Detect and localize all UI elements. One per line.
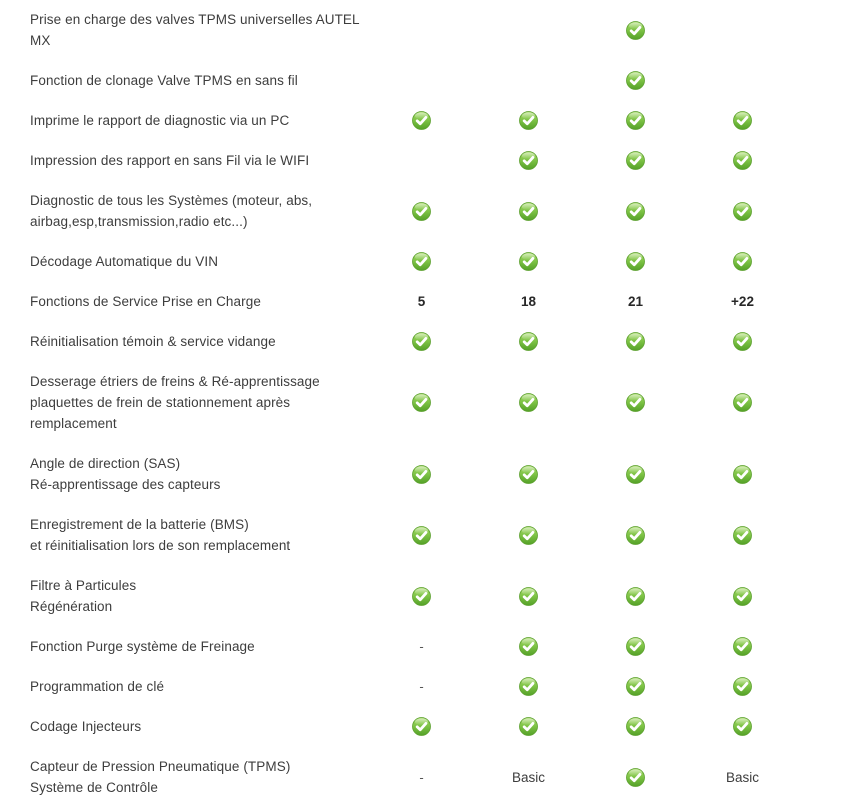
feature-label-line: Capteur de Pression Pneumatique (TPMS) — [30, 759, 291, 774]
feature-label-line: Ré-apprentissage des capteurs — [30, 477, 221, 492]
table-row — [0, 627, 855, 667]
value-cell — [368, 392, 475, 413]
check-icon — [733, 393, 752, 412]
value-cell — [689, 70, 796, 91]
check-icon — [733, 717, 752, 736]
feature-label-line: et réinitialisation lors de son remplacement — [30, 538, 291, 553]
check-icon — [412, 717, 431, 736]
feature-label — [0, 331, 368, 352]
table-row — [0, 322, 855, 362]
feature-label-line: Fonction de clonage Valve TPMS en sans fil — [30, 73, 298, 88]
value-cell — [689, 525, 796, 546]
value-cell — [689, 676, 796, 697]
check-icon — [733, 587, 752, 606]
feature-label — [0, 9, 368, 51]
value-cell — [475, 767, 582, 788]
feature-label — [0, 70, 368, 91]
value-cell — [582, 150, 689, 171]
check-icon — [519, 252, 538, 271]
table-row — [0, 505, 855, 566]
value-cell — [689, 20, 796, 41]
feature-label-line: Desserage étriers de freins & Ré-apprentissage — [30, 374, 320, 389]
check-icon — [412, 332, 431, 351]
feature-label — [0, 514, 368, 556]
value-cell — [689, 767, 796, 788]
feature-label — [0, 453, 368, 495]
value-cell — [475, 586, 582, 607]
check-icon — [733, 252, 752, 271]
value-cell — [689, 201, 796, 222]
value-cell — [582, 291, 689, 312]
table-row — [0, 282, 855, 322]
feature-label-line: Décodage Automatique du VIN — [30, 254, 219, 269]
value-cell — [475, 150, 582, 171]
not-available-dash: - — [419, 639, 424, 654]
feature-label-line: plaquettes de frein de stationnement après — [30, 395, 291, 410]
value-cell — [368, 716, 475, 737]
feature-label-line: MX — [30, 33, 51, 48]
table-row — [0, 747, 855, 808]
value-cell — [582, 392, 689, 413]
feature-label-line: Réinitialisation témoin & service vidange — [30, 334, 276, 349]
value-cell — [582, 110, 689, 131]
feature-label — [0, 676, 368, 697]
check-icon — [519, 526, 538, 545]
value-cell — [368, 331, 475, 352]
value-cell — [475, 70, 582, 91]
value-cell — [475, 251, 582, 272]
value-cell — [368, 110, 475, 131]
feature-label — [0, 636, 368, 657]
check-icon — [519, 151, 538, 170]
table-row — [0, 362, 855, 444]
value-cell — [475, 392, 582, 413]
value-cell — [582, 525, 689, 546]
value-text: 5 — [417, 294, 426, 309]
value-cell — [582, 251, 689, 272]
check-icon — [733, 526, 752, 545]
value-cell — [475, 20, 582, 41]
feature-label-line: remplacement — [30, 416, 117, 431]
feature-label-line: Fonction Purge système de Freinage — [30, 639, 255, 654]
check-icon — [626, 111, 645, 130]
feature-label — [0, 575, 368, 617]
feature-label — [0, 150, 368, 171]
value-cell — [582, 20, 689, 41]
feature-label — [0, 110, 368, 131]
check-icon — [519, 637, 538, 656]
check-icon — [626, 151, 645, 170]
check-icon — [626, 637, 645, 656]
check-icon — [412, 587, 431, 606]
value-cell — [582, 586, 689, 607]
value-cell — [368, 201, 475, 222]
value-cell — [368, 150, 475, 171]
value-cell — [475, 110, 582, 131]
feature-label-line: Codage Injecteurs — [30, 719, 142, 734]
value-cell — [368, 636, 475, 657]
value-cell — [582, 464, 689, 485]
feature-label-line: Imprime le rapport de diagnostic via un PC — [30, 113, 290, 128]
check-icon — [733, 465, 752, 484]
value-text: Basic — [725, 769, 759, 785]
check-icon — [519, 332, 538, 351]
value-cell — [689, 291, 796, 312]
value-cell — [475, 525, 582, 546]
value-cell — [582, 636, 689, 657]
feature-label-line: Fonctions de Service Prise en Charge — [30, 294, 261, 309]
value-cell — [689, 636, 796, 657]
check-icon — [733, 677, 752, 696]
check-icon — [412, 202, 431, 221]
value-cell — [582, 716, 689, 737]
value-cell — [582, 331, 689, 352]
value-cell — [368, 291, 475, 312]
feature-label-line: Filtre à Particules — [30, 578, 137, 593]
value-cell — [689, 110, 796, 131]
feature-label-line: Enregistrement de la batterie (BMS) — [30, 517, 249, 532]
check-icon — [626, 677, 645, 696]
table-row — [0, 707, 855, 747]
feature-label — [0, 756, 368, 798]
value-text: +22 — [731, 294, 754, 309]
feature-label-line: Diagnostic de tous les Systèmes (moteur, abs, — [30, 193, 313, 208]
feature-label-line: Impression des rapport en sans Fil via le WIFI — [30, 153, 310, 168]
feature-label-line: Régénération — [30, 599, 113, 614]
value-cell — [475, 676, 582, 697]
value-cell — [582, 767, 689, 788]
value-cell — [475, 464, 582, 485]
table-row — [0, 0, 855, 61]
check-icon — [519, 677, 538, 696]
check-icon — [626, 71, 645, 90]
value-cell — [368, 676, 475, 697]
value-cell — [475, 291, 582, 312]
check-icon — [733, 151, 752, 170]
table-row — [0, 181, 855, 242]
value-cell — [689, 331, 796, 352]
table-row — [0, 141, 855, 181]
value-cell — [475, 331, 582, 352]
table-row — [0, 667, 855, 707]
check-icon — [626, 465, 645, 484]
check-icon — [626, 202, 645, 221]
table-row — [0, 566, 855, 627]
value-cell — [582, 676, 689, 697]
check-icon — [626, 587, 645, 606]
value-cell — [689, 392, 796, 413]
value-cell — [368, 586, 475, 607]
value-cell — [689, 251, 796, 272]
value-cell — [582, 70, 689, 91]
value-cell — [475, 636, 582, 657]
value-cell — [368, 20, 475, 41]
check-icon — [519, 465, 538, 484]
value-cell — [368, 525, 475, 546]
value-cell — [689, 150, 796, 171]
feature-label-line: Angle de direction (SAS) — [30, 456, 181, 471]
feature-label — [0, 251, 368, 272]
feature-label-line: Système de Contrôle — [30, 780, 158, 795]
table-row — [0, 61, 855, 101]
check-icon — [626, 768, 645, 787]
value-cell — [368, 767, 475, 788]
value-cell — [475, 201, 582, 222]
table-row — [0, 444, 855, 505]
value-cell — [689, 716, 796, 737]
table-row — [0, 242, 855, 282]
check-icon — [412, 111, 431, 130]
check-icon — [733, 332, 752, 351]
table-row — [0, 101, 855, 141]
check-icon — [626, 526, 645, 545]
value-cell — [368, 464, 475, 485]
value-cell — [689, 586, 796, 607]
check-icon — [412, 393, 431, 412]
check-icon — [519, 202, 538, 221]
check-icon — [626, 332, 645, 351]
check-icon — [626, 252, 645, 271]
feature-label — [0, 371, 368, 434]
feature-label-line: Programmation de clé — [30, 679, 165, 694]
check-icon — [519, 587, 538, 606]
check-icon — [519, 111, 538, 130]
feature-label — [0, 190, 368, 232]
value-cell — [582, 201, 689, 222]
value-cell — [368, 251, 475, 272]
check-icon — [733, 111, 752, 130]
value-cell — [689, 464, 796, 485]
check-icon — [626, 393, 645, 412]
not-available-dash: - — [419, 769, 424, 785]
not-available-dash: - — [419, 679, 424, 694]
feature-label — [0, 291, 368, 312]
check-icon — [412, 465, 431, 484]
value-text: Basic — [511, 769, 545, 785]
value-text: 18 — [520, 294, 537, 309]
value-cell — [475, 716, 582, 737]
check-icon — [626, 21, 645, 40]
value-text: 21 — [627, 294, 644, 309]
check-icon — [412, 526, 431, 545]
check-icon — [733, 637, 752, 656]
check-icon — [733, 202, 752, 221]
feature-label-line: airbag,esp,transmission,radio etc...) — [30, 214, 248, 229]
check-icon — [519, 717, 538, 736]
feature-label — [0, 716, 368, 737]
check-icon — [519, 393, 538, 412]
feature-label-line: Prise en charge des valves TPMS universelles AUTEL — [30, 12, 360, 27]
value-cell — [368, 70, 475, 91]
check-icon — [412, 252, 431, 271]
check-icon — [626, 717, 645, 736]
